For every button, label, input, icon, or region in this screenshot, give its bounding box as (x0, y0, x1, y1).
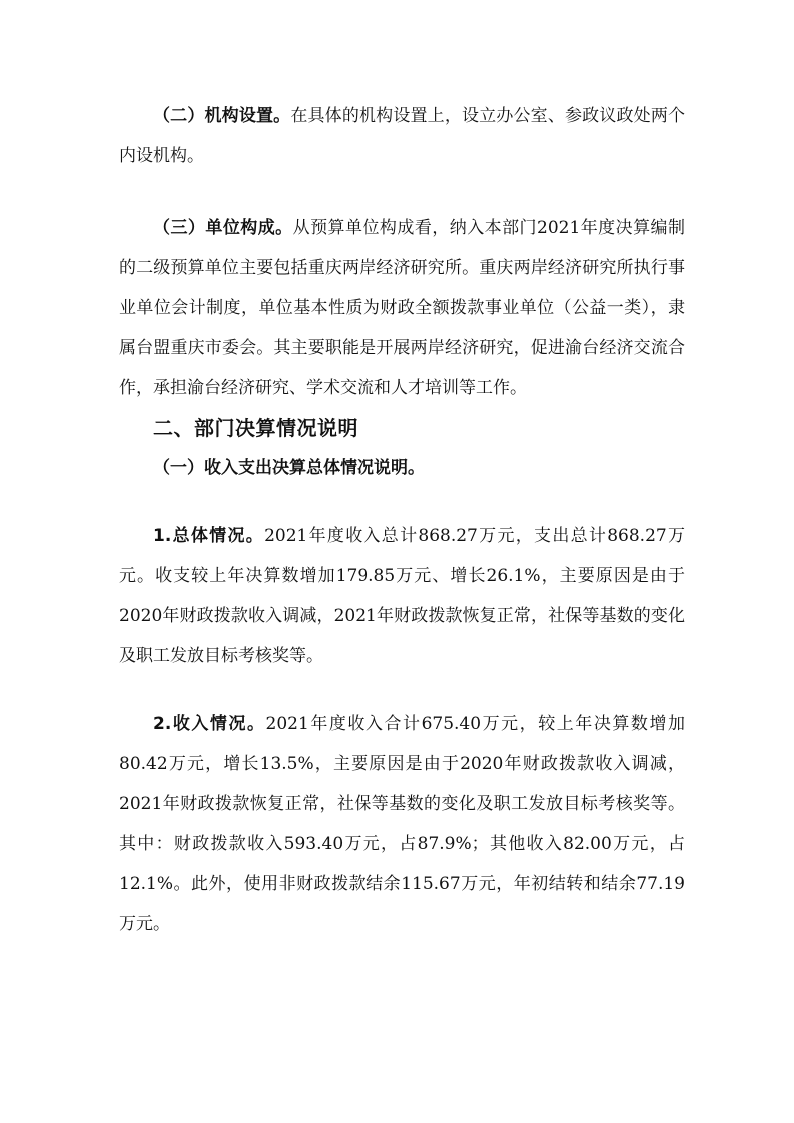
document-page (119, 96, 685, 944)
paragraph-title: （二）机构设置。 (153, 106, 291, 126)
paragraph-body: 在具体的机构设置上，设立办公室、参政议政处两个内设机构。 (119, 106, 686, 166)
paragraph-overall (119, 516, 685, 676)
paragraph-title: 1.总体情况。 (153, 526, 265, 546)
paragraph-body: 2021年度收入总计868.27万元，支出总计868.27万元。收支较上年决算数增加179.85万元、增长26.1%，主要原因是由于2020年财政拨款收入调减，2021年财政拨款恢复正常，社保等基数的变化及职工发放目标考核奖等。 (119, 526, 685, 666)
paragraph-unit-composition (119, 208, 685, 408)
paragraph-org-setup (119, 96, 685, 176)
section-heading: 二、部门决算情况说明 (153, 416, 358, 440)
paragraph-body: 从预算单位构成看，纳入本部门2021年度决算编制的二级预算单位主要包括重庆两岸经济研究所。重庆两岸经济研究所执行事业单位会计制度，单位基本性质为财政全额拨款事业单位（公益一类），隶属台盟重庆市委会。其主要职能是开展两岸经济研究，促进渝台经济交流合作，承担渝台经济研究、学术交流和人才培训等工作。 (119, 218, 685, 398)
paragraph-income (119, 704, 685, 944)
paragraph-title: 2.收入情况。 (153, 714, 266, 734)
subsection-heading: （一）收入支出决算总体情况说明。 (153, 458, 425, 478)
paragraph-title: （三）单位构成。 (153, 218, 293, 238)
paragraph-body: 2021年度收入合计675.40万元，较上年决算数增加80.42万元，增长13.5%，主要原因是由于2020年财政拨款收入调减，2021年财政拨款恢复正常，社保等基数的变化及职工发放目标考核奖等。其中：财政拨款收入593.40万元，占87.9%；其他收入82.00万元，占12.1%。此外，使用非财政拨款结余115.67万元，年初结转和结余77.19万元。 (119, 714, 685, 934)
